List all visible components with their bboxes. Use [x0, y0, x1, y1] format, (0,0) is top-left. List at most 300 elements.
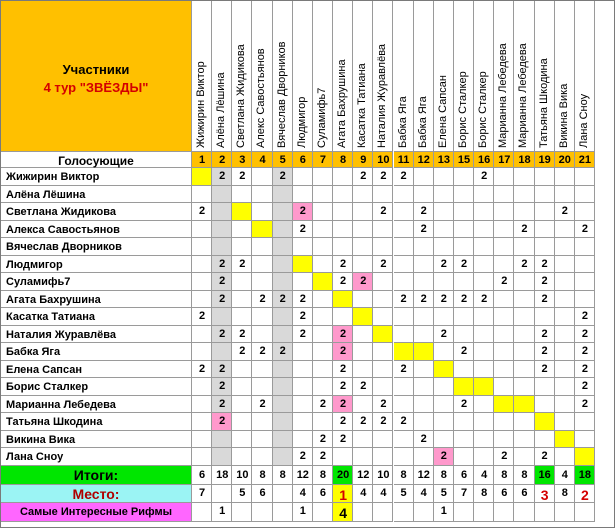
- vote-value: 2: [340, 432, 347, 445]
- rhyme-cell: [394, 503, 414, 522]
- rhymes-label: Самые Интересные Рифмы: [19, 506, 173, 518]
- vote-cell: [575, 273, 595, 291]
- vote-value: 2: [279, 292, 286, 305]
- rhyme-cell: [555, 503, 575, 522]
- participant-name: Вячеслав Дворников: [275, 41, 288, 148]
- vote-cell: [293, 378, 313, 396]
- vote-cell: [232, 448, 252, 466]
- vote-cell: [535, 308, 555, 326]
- vote-value: 2: [380, 170, 387, 182]
- vote-cell: [474, 378, 494, 396]
- vote-value: 2: [581, 327, 588, 340]
- rhyme-cell: [575, 503, 595, 522]
- vote-cell: [474, 448, 494, 466]
- vote-cell: [273, 256, 293, 274]
- vote-cell: [232, 308, 252, 326]
- participant-name: Марианна Лебедева: [517, 43, 530, 148]
- vote-cell: [252, 186, 272, 204]
- vote-cell: [273, 448, 293, 466]
- vote-value: 2: [400, 292, 407, 305]
- vote-cell: [333, 168, 353, 186]
- vote-cell: [434, 343, 454, 361]
- vote-value: 2: [541, 362, 548, 375]
- vote-cell: [575, 291, 595, 309]
- voter-name: Светлана Жидикова: [6, 206, 116, 218]
- vote-cell: [192, 168, 212, 186]
- vote-cell: [474, 308, 494, 326]
- column-number: 18: [518, 154, 531, 166]
- total-value: 4: [561, 469, 568, 481]
- vote-value: 2: [420, 205, 427, 217]
- total-value: 6: [460, 469, 468, 481]
- column-number: 9: [360, 154, 367, 166]
- vote-cell: [252, 378, 272, 396]
- voter-name: Викина Вика: [6, 433, 76, 446]
- vote-cell: [394, 448, 414, 466]
- vote-cell: [474, 343, 494, 361]
- vote-cell: [293, 273, 313, 291]
- vote-cell: [212, 221, 232, 239]
- vote-cell: [353, 203, 373, 221]
- vote-value: 2: [581, 397, 588, 410]
- vote-cell: [514, 308, 534, 326]
- vote-value: 2: [541, 450, 548, 462]
- vote-cell: [414, 273, 434, 291]
- vote-cell: [394, 273, 414, 291]
- vote-cell: [474, 431, 494, 449]
- vote-value: 2: [541, 327, 548, 340]
- vote-cell: [273, 413, 293, 431]
- vote-cell: [535, 168, 555, 186]
- vote-cell: [212, 448, 232, 466]
- vote-cell: [273, 431, 293, 449]
- vote-cell: [575, 413, 595, 431]
- participant-name: Марианна Лебедева: [497, 43, 510, 148]
- vote-cell: [494, 168, 514, 186]
- vote-cell: [434, 378, 454, 396]
- participant-name: Бабка Яга: [396, 96, 409, 148]
- vote-cell: [333, 308, 353, 326]
- vote-cell: [192, 343, 212, 361]
- column-number: 2: [219, 154, 226, 166]
- vote-cell: [252, 308, 272, 326]
- voter-name: Людмигор: [6, 258, 63, 271]
- vote-value: 2: [400, 170, 407, 182]
- place-value: 2: [581, 486, 589, 503]
- vote-value: 2: [299, 292, 306, 305]
- vote-value: 2: [219, 415, 226, 427]
- vote-cell: [454, 308, 474, 326]
- vote-value: 2: [199, 205, 206, 217]
- vote-value: 2: [460, 397, 468, 410]
- vote-cell: [192, 186, 212, 204]
- vote-cell: [293, 168, 313, 186]
- vote-value: 2: [581, 362, 588, 375]
- vote-cell: [575, 431, 595, 449]
- vote-cell: [394, 221, 414, 239]
- place-value: 8: [561, 486, 568, 499]
- vote-cell: [454, 448, 474, 466]
- vote-cell: [575, 203, 595, 221]
- participant-name: Борис Сталкер: [456, 71, 469, 148]
- vote-cell: [373, 238, 393, 256]
- participant-name: Алёна Лёшина: [215, 72, 228, 148]
- vote-cell: [252, 361, 272, 379]
- vote-cell: [313, 256, 333, 274]
- vote-cell: [353, 431, 373, 449]
- vote-cell: [353, 256, 373, 274]
- vote-cell: [212, 203, 232, 221]
- vote-cell: [373, 308, 393, 326]
- rhyme-value: 1: [219, 505, 226, 517]
- vote-cell: [414, 343, 434, 361]
- vote-cell: [232, 273, 252, 291]
- vote-cell: [313, 308, 333, 326]
- vote-cell: [414, 308, 434, 326]
- vote-cell: [555, 168, 575, 186]
- place-value: 1: [339, 486, 348, 503]
- vote-value: 2: [501, 275, 508, 287]
- vote-cell: [394, 256, 414, 274]
- vote-value: 2: [521, 257, 528, 270]
- vote-value: 2: [219, 292, 226, 305]
- vote-value: 2: [400, 362, 407, 375]
- voter-name: Агата Бахрушина: [6, 293, 101, 306]
- vote-value: 2: [380, 397, 387, 410]
- voter-name: Марианна Лебедева: [6, 398, 116, 411]
- vote-cell: [232, 361, 252, 379]
- total-value: 12: [357, 469, 370, 481]
- vote-cell: [212, 308, 232, 326]
- vote-cell: [232, 221, 252, 239]
- vote-cell: [273, 396, 293, 414]
- vote-cell: [232, 291, 252, 309]
- vote-cell: [535, 378, 555, 396]
- vote-value: 2: [319, 397, 327, 410]
- rhyme-value: 4: [339, 505, 348, 521]
- vote-cell: [454, 361, 474, 379]
- vote-cell: [535, 238, 555, 256]
- vote-cell: [535, 203, 555, 221]
- rhyme-value: 1: [299, 505, 306, 517]
- vote-cell: [434, 273, 454, 291]
- vote-cell: [252, 238, 272, 256]
- participant-name: Агата Бахрушина: [336, 59, 349, 148]
- vote-value: 2: [360, 275, 367, 287]
- vote-cell: [192, 448, 212, 466]
- total-value: 8: [319, 469, 327, 481]
- vote-cell: [575, 448, 595, 466]
- vote-cell: [212, 431, 232, 449]
- vote-cell: [514, 326, 534, 344]
- vote-cell: [454, 273, 474, 291]
- vote-cell: [575, 168, 595, 186]
- vote-cell: [514, 378, 534, 396]
- vote-cell: [373, 186, 393, 204]
- place-value: 5: [440, 486, 447, 499]
- vote-cell: [273, 378, 293, 396]
- vote-cell: [514, 168, 534, 186]
- vote-cell: [555, 221, 575, 239]
- vote-cell: [494, 361, 514, 379]
- vote-cell: [434, 431, 454, 449]
- vote-value: 2: [380, 415, 387, 427]
- vote-cell: [353, 448, 373, 466]
- vote-cell: [394, 238, 414, 256]
- vote-cell: [514, 361, 534, 379]
- place-value: 5: [239, 486, 246, 499]
- vote-cell: [494, 203, 514, 221]
- vote-cell: [333, 291, 353, 309]
- vote-value: 2: [239, 327, 246, 340]
- rhyme-cell: [494, 503, 514, 522]
- vote-cell: [514, 413, 534, 431]
- vote-cell: [494, 413, 514, 431]
- vote-cell: [212, 343, 232, 361]
- column-number: 12: [417, 154, 430, 166]
- vote-cell: [575, 238, 595, 256]
- vote-value: 2: [299, 327, 306, 340]
- vote-cell: [535, 396, 555, 414]
- place-value: 4: [360, 486, 367, 499]
- vote-cell: [212, 186, 232, 204]
- vote-value: 2: [380, 257, 387, 270]
- vote-cell: [273, 238, 293, 256]
- vote-cell: [273, 308, 293, 326]
- vote-value: 2: [340, 362, 347, 375]
- vote-value: 2: [420, 222, 427, 235]
- voter-name: Елена Сапсан: [6, 363, 82, 376]
- vote-cell: [494, 238, 514, 256]
- vote-value: 2: [440, 292, 447, 305]
- vote-cell: [192, 273, 212, 291]
- voter-name: Татьяна Шкодина: [6, 416, 103, 428]
- vote-cell: [434, 203, 454, 221]
- vote-value: 2: [420, 432, 427, 445]
- vote-value: 2: [299, 450, 306, 462]
- vote-value: 2: [259, 292, 266, 305]
- vote-cell: [293, 343, 313, 361]
- participant-name: Суламифь7: [315, 87, 328, 148]
- vote-value: 2: [581, 310, 588, 322]
- vote-cell: [192, 396, 212, 414]
- column-number: 10: [377, 154, 390, 166]
- vote-cell: [454, 186, 474, 204]
- vote-cell: [434, 186, 454, 204]
- vote-value: 2: [219, 170, 226, 182]
- vote-cell: [454, 238, 474, 256]
- vote-cell: [353, 396, 373, 414]
- vote-cell: [434, 221, 454, 239]
- vote-value: 2: [541, 292, 548, 305]
- vote-cell: [474, 273, 494, 291]
- vote-cell: [273, 273, 293, 291]
- column-number: 5: [279, 154, 286, 166]
- total-value: 8: [259, 469, 266, 481]
- vote-cell: [273, 221, 293, 239]
- vote-cell: [514, 431, 534, 449]
- vote-cell: [313, 378, 333, 396]
- rhyme-cell: [474, 503, 494, 522]
- vote-cell: [353, 343, 373, 361]
- rhyme-cell: [353, 503, 373, 522]
- vote-cell: [313, 238, 333, 256]
- vote-cell: [252, 221, 272, 239]
- rhyme-cell: [535, 503, 555, 522]
- vote-value: 2: [340, 275, 347, 287]
- vote-cell: [313, 273, 333, 291]
- place-value: 4: [380, 486, 387, 499]
- vote-value: 2: [481, 170, 488, 182]
- vote-value: 2: [541, 275, 548, 287]
- vote-cell: [414, 378, 434, 396]
- vote-cell: [555, 343, 575, 361]
- totals-label: Итоги:: [73, 467, 119, 483]
- column-number: 6: [299, 154, 306, 166]
- total-value: 20: [336, 469, 350, 481]
- vote-cell: [373, 378, 393, 396]
- vote-cell: [232, 413, 252, 431]
- vote-value: 2: [360, 415, 367, 427]
- vote-cell: [434, 168, 454, 186]
- vote-value: 2: [541, 257, 548, 270]
- vote-cell: [293, 186, 313, 204]
- vote-value: 2: [440, 257, 447, 270]
- vote-cell: [514, 291, 534, 309]
- vote-cell: [555, 238, 575, 256]
- vote-cell: [555, 448, 575, 466]
- vote-cell: [414, 448, 434, 466]
- participant-name: Жижирин Виктор: [195, 61, 207, 148]
- voter-name: Лана Сноу: [6, 451, 64, 463]
- participant-name: Людмигор: [295, 96, 308, 148]
- vote-cell: [414, 413, 434, 431]
- participant-name: Викина Вика: [557, 83, 570, 148]
- vote-cell: [313, 203, 333, 221]
- vote-value: 2: [440, 327, 447, 340]
- total-value: 8: [400, 469, 407, 481]
- vote-cell: [434, 238, 454, 256]
- participant-name: Елена Сапсан: [436, 75, 449, 148]
- column-number: 8: [340, 154, 347, 166]
- vote-cell: [494, 308, 514, 326]
- vote-value: 2: [219, 397, 226, 410]
- vote-cell: [252, 203, 272, 221]
- vote-cell: [273, 326, 293, 344]
- rhyme-cell: [414, 503, 434, 522]
- vote-cell: [333, 238, 353, 256]
- vote-cell: [293, 361, 313, 379]
- vote-cell: [514, 238, 534, 256]
- vote-value: 2: [219, 257, 226, 270]
- vote-cell: [394, 396, 414, 414]
- vote-cell: [434, 361, 454, 379]
- vote-cell: [394, 378, 414, 396]
- vote-cell: [394, 203, 414, 221]
- vote-cell: [474, 326, 494, 344]
- vote-cell: [232, 431, 252, 449]
- total-value: 16: [538, 469, 551, 481]
- rhyme-cell: [313, 503, 333, 522]
- participant-name: Алекс Савостьянов: [255, 48, 268, 148]
- vote-cell: [232, 378, 252, 396]
- vote-cell: [353, 291, 373, 309]
- vote-cell: [474, 256, 494, 274]
- vote-cell: [293, 238, 313, 256]
- vote-cell: [232, 203, 252, 221]
- vote-cell: [373, 448, 393, 466]
- vote-cell: [454, 221, 474, 239]
- vote-cell: [252, 431, 272, 449]
- column-number: 13: [437, 154, 450, 166]
- total-value: 8: [440, 469, 447, 481]
- rhyme-value: 1: [440, 505, 447, 517]
- vote-cell: [414, 326, 434, 344]
- vote-cell: [494, 256, 514, 274]
- vote-cell: [373, 431, 393, 449]
- participant-name: Касатка Татиана: [356, 63, 369, 148]
- vote-cell: [313, 343, 333, 361]
- vote-cell: [414, 238, 434, 256]
- vote-cell: [535, 186, 555, 204]
- vote-cell: [394, 343, 414, 361]
- voter-name: Бабка Яга: [6, 346, 61, 358]
- vote-cell: [252, 256, 272, 274]
- place-value: 7: [199, 486, 206, 499]
- vote-cell: [454, 413, 474, 431]
- vote-cell: [212, 238, 232, 256]
- vote-cell: [353, 238, 373, 256]
- vote-cell: [373, 326, 393, 344]
- vote-cell: [273, 203, 293, 221]
- rhyme-cell: [514, 503, 534, 522]
- places-label: Место:: [72, 485, 120, 502]
- vote-cell: [494, 186, 514, 204]
- vote-cell: [232, 238, 252, 256]
- vote-cell: [232, 186, 252, 204]
- place-value: 3: [540, 486, 549, 503]
- participant-name: Наталия Журавлёва: [376, 43, 389, 148]
- vote-cell: [535, 431, 555, 449]
- place-cell: [273, 485, 293, 504]
- place-value: 7: [460, 486, 468, 499]
- vote-value: 2: [279, 170, 286, 182]
- vote-value: 2: [340, 415, 347, 427]
- total-value: 12: [296, 469, 309, 481]
- vote-cell: [373, 291, 393, 309]
- vote-cell: [454, 203, 474, 221]
- vote-cell: [192, 221, 212, 239]
- vote-cell: [555, 256, 575, 274]
- vote-cell: [293, 413, 313, 431]
- voters-label: Голосующие: [58, 154, 134, 168]
- column-number: 11: [397, 154, 410, 166]
- vote-cell: [514, 343, 534, 361]
- vote-value: 2: [460, 257, 468, 270]
- column-number: 3: [239, 154, 246, 166]
- vote-cell: [555, 361, 575, 379]
- total-value: 10: [377, 469, 390, 481]
- vote-cell: [555, 291, 575, 309]
- vote-value: 2: [501, 450, 508, 462]
- rhyme-cell: [454, 503, 474, 522]
- vote-cell: [192, 413, 212, 431]
- vote-cell: [494, 291, 514, 309]
- vote-cell: [514, 396, 534, 414]
- vote-value: 2: [299, 205, 306, 217]
- vote-cell: [353, 221, 373, 239]
- vote-cell: [293, 256, 313, 274]
